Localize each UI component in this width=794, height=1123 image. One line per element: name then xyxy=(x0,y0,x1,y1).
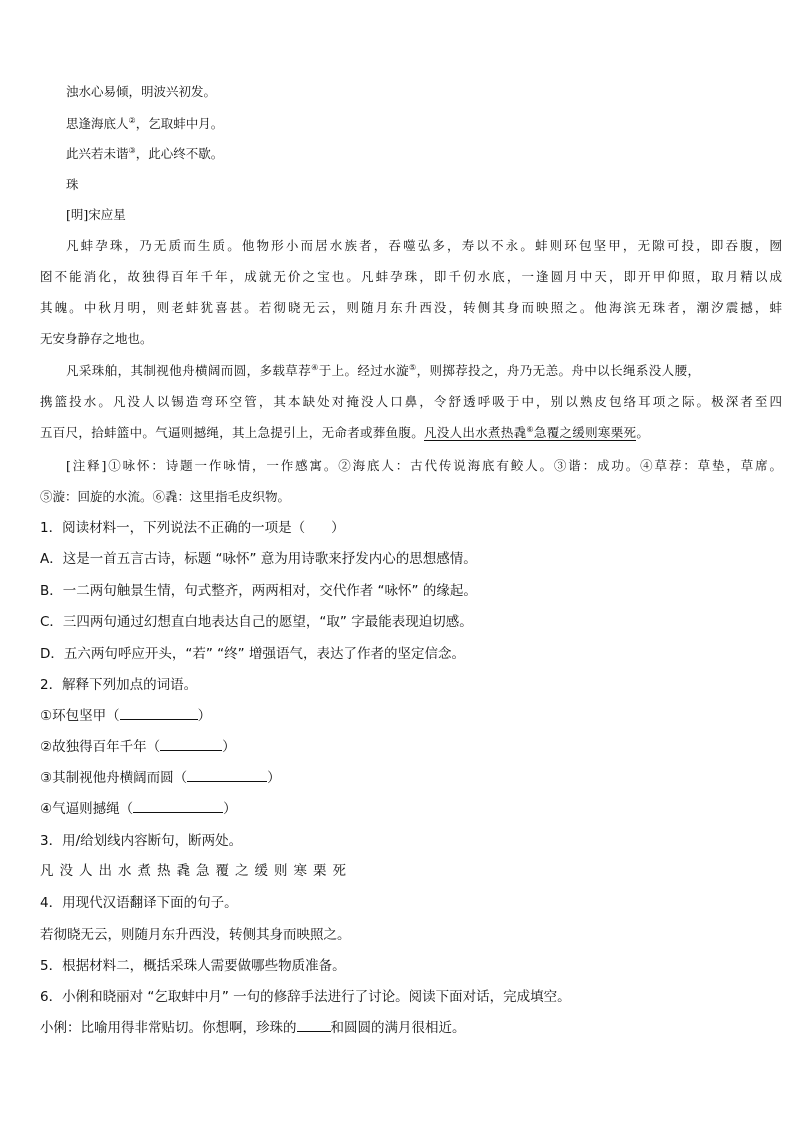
answer-blank[interactable] xyxy=(297,1019,331,1032)
poem-line-2: 思逢海底人②，乞取蚌中月。 xyxy=(66,115,224,131)
note-marker: ⑥ xyxy=(526,424,534,434)
para2-line-3: 五百尺，拾蚌篮中。气逼则撼绳，其上急提引上，无命者或葬鱼腹。凡没人出水煮热毳⑥急覆之缓则寒栗死。 xyxy=(40,424,650,440)
para1-line-4: 无安身静存之地也。 xyxy=(40,331,153,346)
q3-stem: 3．用/给划线内容断句，断两处。 xyxy=(40,833,243,849)
q6-stem: 6．小俐和晓丽对 “乞取蚌中月” 一句的修辞手法进行了讨论。阅读下面对话，完成填空。 xyxy=(40,989,571,1005)
q2-item-1: ①环包坚甲（ ） xyxy=(40,708,212,724)
para1-line-3: 其魄。中秋月明，则老蚌犹喜甚。若彻晓无云，则随月东升西没，转侧其身而映照之。他海滨无珠者，潮汐震撼，蚌 xyxy=(40,300,782,315)
note-marker: ③ xyxy=(128,145,136,155)
q4-stem: 4．用现代汉语翻译下面的句子。 xyxy=(40,895,238,911)
underlined-passage: 凡没人出水煮热毳⑥急覆之缓则寒栗死 xyxy=(424,424,637,440)
notes-line-2: ⑤漩：回旋的水流。⑥毳：这里指毛皮织物。 xyxy=(40,489,291,504)
q5-stem: 5．根据材料二，概括采珠人需要做哪些物质准备。 xyxy=(40,958,346,974)
q3-sentence: 凡没人出水煮热毳急覆之缓则寒栗死 xyxy=(40,863,352,879)
q2-item-2: ②故独得百年千年（ ） xyxy=(40,739,236,755)
note-marker: ④ xyxy=(311,362,319,372)
para1-line-1: 凡蚌孕珠，乃无质而生质。他物形小而居水族者，吞噬弘多，寿以不永。蚌则环包坚甲，无隙可投，即吞腹，囫 xyxy=(66,238,782,253)
q2-item-4: ④气逼则撼绳（ ） xyxy=(40,801,237,817)
poem-line-1: 浊水心易倾，明波兴初发。 xyxy=(66,84,217,99)
q6-dialogue: 小俐：比喻用得非常贴切。你想啊，珍珠的 和圆圆的满月很相近。 xyxy=(40,1020,466,1036)
para2-line-1: 凡采珠舶，其制视他舟横阔而圆，多载草荐④于上。经过水漩⑤，则掷荐投之，舟乃无恙。舟中以长绳系没人腰， xyxy=(66,362,701,378)
q2-item-3: ③其制视他舟横阔而圆（ ） xyxy=(40,770,281,786)
answer-blank[interactable] xyxy=(160,738,222,751)
para2-line-2: 携篮投水。凡没人以锡造弯环空管，其本缺处对掩没人口鼻，令舒透呼吸于中，别以熟皮包络耳项之际。极深者至四 xyxy=(40,394,782,409)
q1-option-c[interactable]: C．三四两句通过幻想直白地表达自己的愿望，“取” 字最能表现迫切感。 xyxy=(40,614,473,630)
answer-blank[interactable] xyxy=(120,707,198,720)
q1-option-a[interactable]: A．这是一首五言古诗，标题 “咏怀” 意为用诗歌来抒发内心的思想感情。 xyxy=(40,551,477,567)
note-marker: ② xyxy=(128,115,136,125)
q1-stem: 1．阅读材料一，下列说法不正确的一项是（ ） xyxy=(40,520,345,536)
q4-sentence: 若彻晓无云，则随月东升西没，转侧其身而映照之。 xyxy=(40,927,351,943)
answer-blank[interactable] xyxy=(187,769,267,782)
note-marker: ⑤ xyxy=(409,362,417,372)
material2-title: 珠 xyxy=(66,177,79,192)
q2-stem: 2．解释下列加点的词语。 xyxy=(40,677,198,693)
material2-author: [明]宋应星 xyxy=(66,207,126,222)
poem-line-3: 此兴若未谐③，此心终不歇。 xyxy=(66,145,224,161)
q1-option-b[interactable]: B．一二两句触景生情，句式整齐，两两相对，交代作者 “咏怀” 的缘起。 xyxy=(40,583,477,599)
answer-blank[interactable] xyxy=(133,800,223,813)
notes-line-1: [注释]①咏怀：诗题一作咏情，一作感寓。②海底人：古代传说海底有鲛人。③谐：成功。④草荐：草垫，草席。 xyxy=(66,458,782,473)
q1-option-d[interactable]: D．五六两句呼应开头，“若” “终” 增强语气，表达了作者的坚定信念。 xyxy=(40,646,465,662)
para1-line-2: 囵不能消化，故独得百年千年，成就无价之宝也。凡蚌孕珠，即千仞水底，一逢圆月中天，即开甲仰照，取月精以成 xyxy=(40,269,782,284)
